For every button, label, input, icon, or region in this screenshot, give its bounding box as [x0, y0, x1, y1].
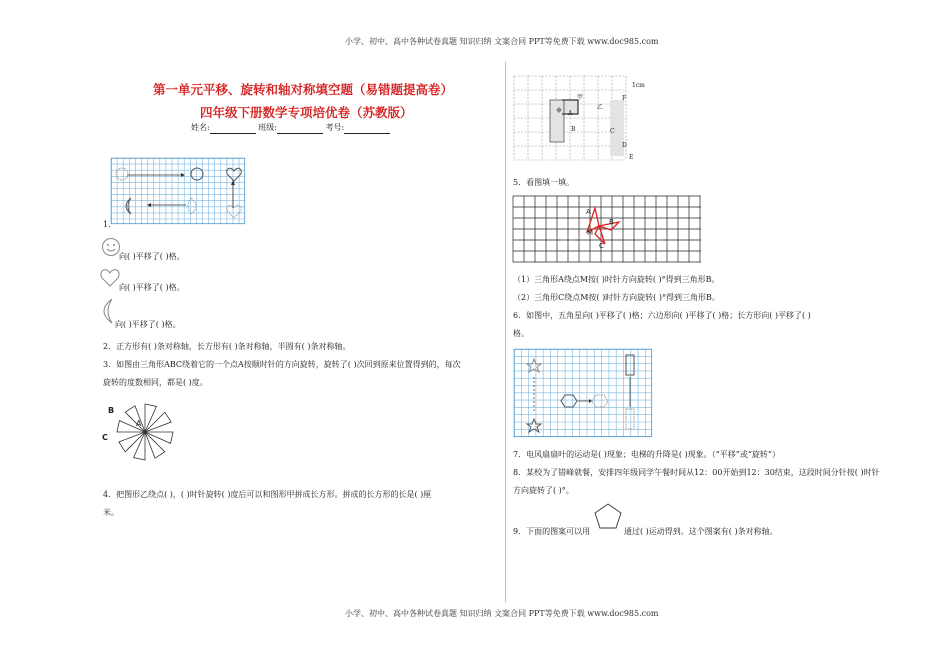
rectangle-icon	[626, 355, 634, 375]
q5-label-m: M	[587, 229, 594, 237]
smiley-icon	[116, 168, 128, 180]
name-blank[interactable]	[210, 124, 256, 134]
q3-text-line1: 3．如图由三角形ABC绕着它的一个点A按顺时针的方向旋转，旋转了( )次回到原来位置得到的，每次	[103, 360, 461, 369]
grid-label-a: A	[568, 110, 573, 117]
q2-text: 2．正方形有( )条对称轴，长方形有( )条对称轴，半圆有( )条对称轴。	[103, 342, 351, 351]
q4-rotation-grid	[514, 76, 644, 166]
star-icon	[527, 419, 541, 432]
grid-unit-label: 1cm	[632, 82, 645, 89]
grid-label-b: B	[571, 126, 576, 133]
q8-text-line2: 方向旋转了( )°。	[513, 486, 574, 495]
q5-label-a: A	[586, 208, 591, 216]
rectangle-icon	[626, 409, 634, 429]
exam-number-label: 考号:	[325, 123, 345, 132]
smiley-icon	[191, 168, 203, 180]
grid-label-f: F	[622, 95, 627, 102]
q5-part1: （1）三角形A绕点M按( )时针方向旋转( )°得到三角形B。	[513, 275, 720, 284]
q4-text-line2: 米。	[103, 508, 119, 517]
class-label: 班级:	[258, 123, 277, 132]
q5-part2: （2）三角形C绕点M按( )时针方向旋转( )°得到三角形B。	[513, 293, 720, 302]
q5-label-c: C	[599, 242, 604, 250]
q6-translation-grid	[514, 349, 652, 437]
q3-label-c: C	[102, 433, 108, 442]
q1-smiley-answer: 向( )平移了( )格。	[119, 252, 185, 261]
q6-text-line2: 格。	[513, 329, 529, 338]
page-footer: 小学、初中、高中各种试卷真题 知识归纳 文案合同 PPT等免费下载 www.doc985.com	[345, 609, 659, 618]
heart-icon	[99, 268, 121, 288]
doc-title: 第一单元平移、旋转和轴对称填空题（易错题提高卷）	[153, 82, 454, 97]
class-blank[interactable]	[277, 124, 323, 134]
column-divider	[505, 62, 506, 602]
smiley-icon	[101, 237, 121, 257]
grid-label-c: C	[610, 128, 615, 135]
q1-translation-grid	[111, 158, 245, 224]
star-icon	[527, 359, 541, 372]
q1-number: 1．	[103, 220, 117, 229]
grid-label-d: D	[622, 142, 627, 149]
q9-text-b: 通过( )运动得到。这个图案有( )条对称轴。	[624, 527, 778, 536]
q9-text-a: 9．下面的图案可以用	[513, 527, 591, 536]
q4-text-line1: 4．把图形乙绕点( )，( )时针旋转( )度后可以和图形甲拼成长方形。拼成的长方形的长是( )厘	[103, 490, 432, 499]
q7-text: 7．电风扇扇叶的运动是( )现象；电梯的升降是( )现象。（“平移”或“旋转”）	[513, 450, 781, 459]
q1-crescent-answer: 向( )平移了( )格。	[115, 320, 181, 329]
q5-title: 5．看图填一填。	[513, 178, 575, 187]
q8-text-line1: 8．某校为了错峰就餐，安排四年级同学午餐时间从12：00开始到12：30结束，这段时间分针按( )时针	[513, 468, 880, 477]
q3-text-line2: 旋转的度数相同，都是( )度。	[103, 378, 208, 387]
doc-subtitle: 四年级下册数学专项培优卷（苏教版）	[200, 105, 413, 120]
q3-label-a: A	[136, 419, 142, 428]
page-header: 小学、初中、高中各种试卷真题 知识归纳 文案合同 PPT等免费下载 www.doc985.com	[345, 37, 659, 46]
q3-label-b: B	[108, 406, 115, 415]
hexagon-icon	[561, 395, 577, 407]
q5-rotation-grid	[513, 196, 701, 262]
q5-label-b: B	[609, 218, 614, 226]
grid-label-yi: 乙	[597, 104, 604, 111]
pentagon-icon	[594, 503, 622, 529]
student-info-line	[191, 122, 390, 134]
q6-text-line1: 6．如图中，五角星向( )平移了( )格；六边形向( )平移了( )格；长方形向( )平移了( )	[513, 311, 811, 320]
exam-number-blank[interactable]	[344, 124, 390, 134]
grid-label-jia: 甲	[577, 94, 584, 101]
crescent-icon	[188, 198, 196, 214]
crescent-icon	[126, 198, 131, 214]
grid-label-e: E	[629, 154, 634, 161]
q1-heart-answer: 向( )平移了( )格。	[119, 283, 185, 292]
name-label: 姓名:	[191, 123, 210, 132]
